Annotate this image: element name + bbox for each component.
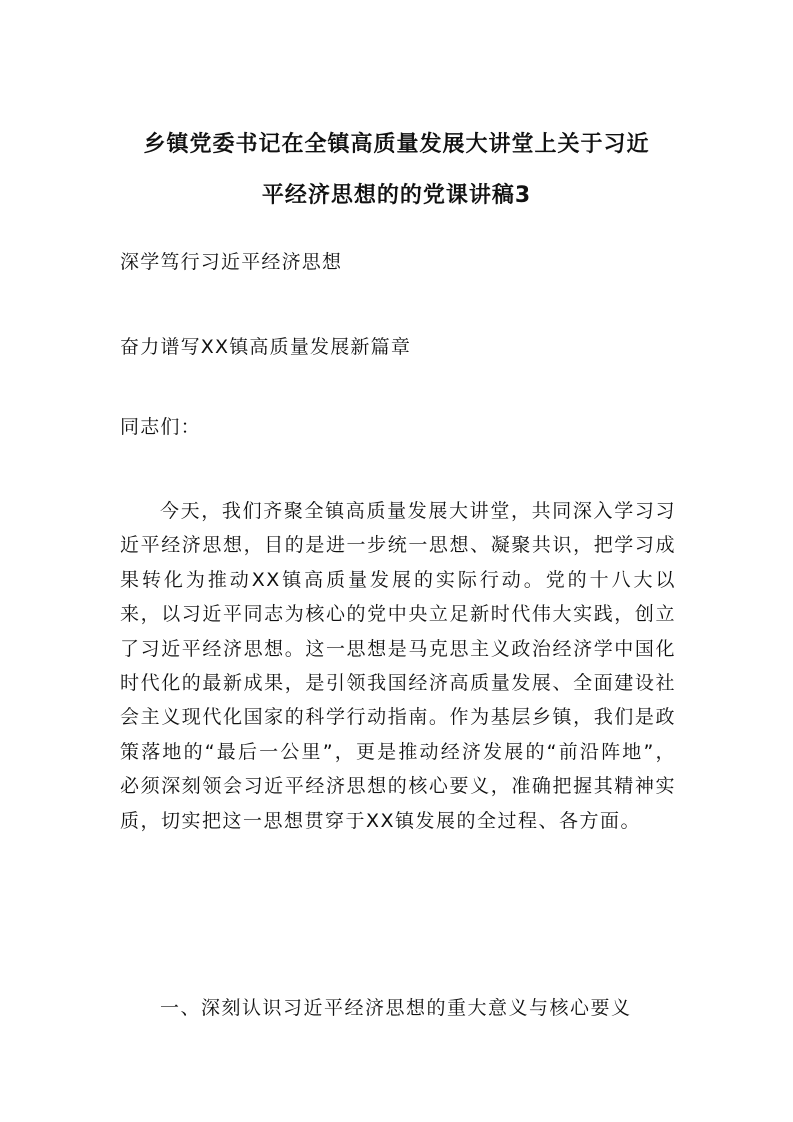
subtitle-2: 奋力谱写XX镇高质量发展新篇章 (120, 336, 412, 358)
body-paragraph-1: 今天，我们齐聚全镇高质量发展大讲堂，共同深入学习习近平经济思想，目的是进一步统一思想、凝聚共识，把学习成果转化为推动XX镇高质量发展的实际行动。党的十八大以来，以习近平同志为核心的党中央立足新时代伟大实践，创立了习近平经济思想。这一思想是马克思主义政治经济学中国化时代化的最新成果，是引领我国经济高质量发展、全面建设社会主义现代化国家的科学行动指南。作为基层乡镇，我们是政策落地的“最后一公里”，更是推动经济发展的“前沿阵地”，必须深刻领会习近平经济思想的核心要义，准确把握其精神实质，切实把这一思想贯穿于XX镇发展的全过程、各方面。 (120, 500, 676, 832)
section-1-heading: 一、深刻认识习近平经济思想的重大意义与核心要义 (160, 997, 632, 1019)
salutation: 同志们： (120, 416, 201, 438)
document-title-line-2: 平经济思想的的党课讲稿3 (261, 183, 532, 208)
subtitle-1: 深学笃行习近平经济思想 (120, 251, 343, 273)
document-title-line-1: 乡镇党委书记在全镇高质量发展大讲堂上关于习近 (143, 132, 650, 157)
